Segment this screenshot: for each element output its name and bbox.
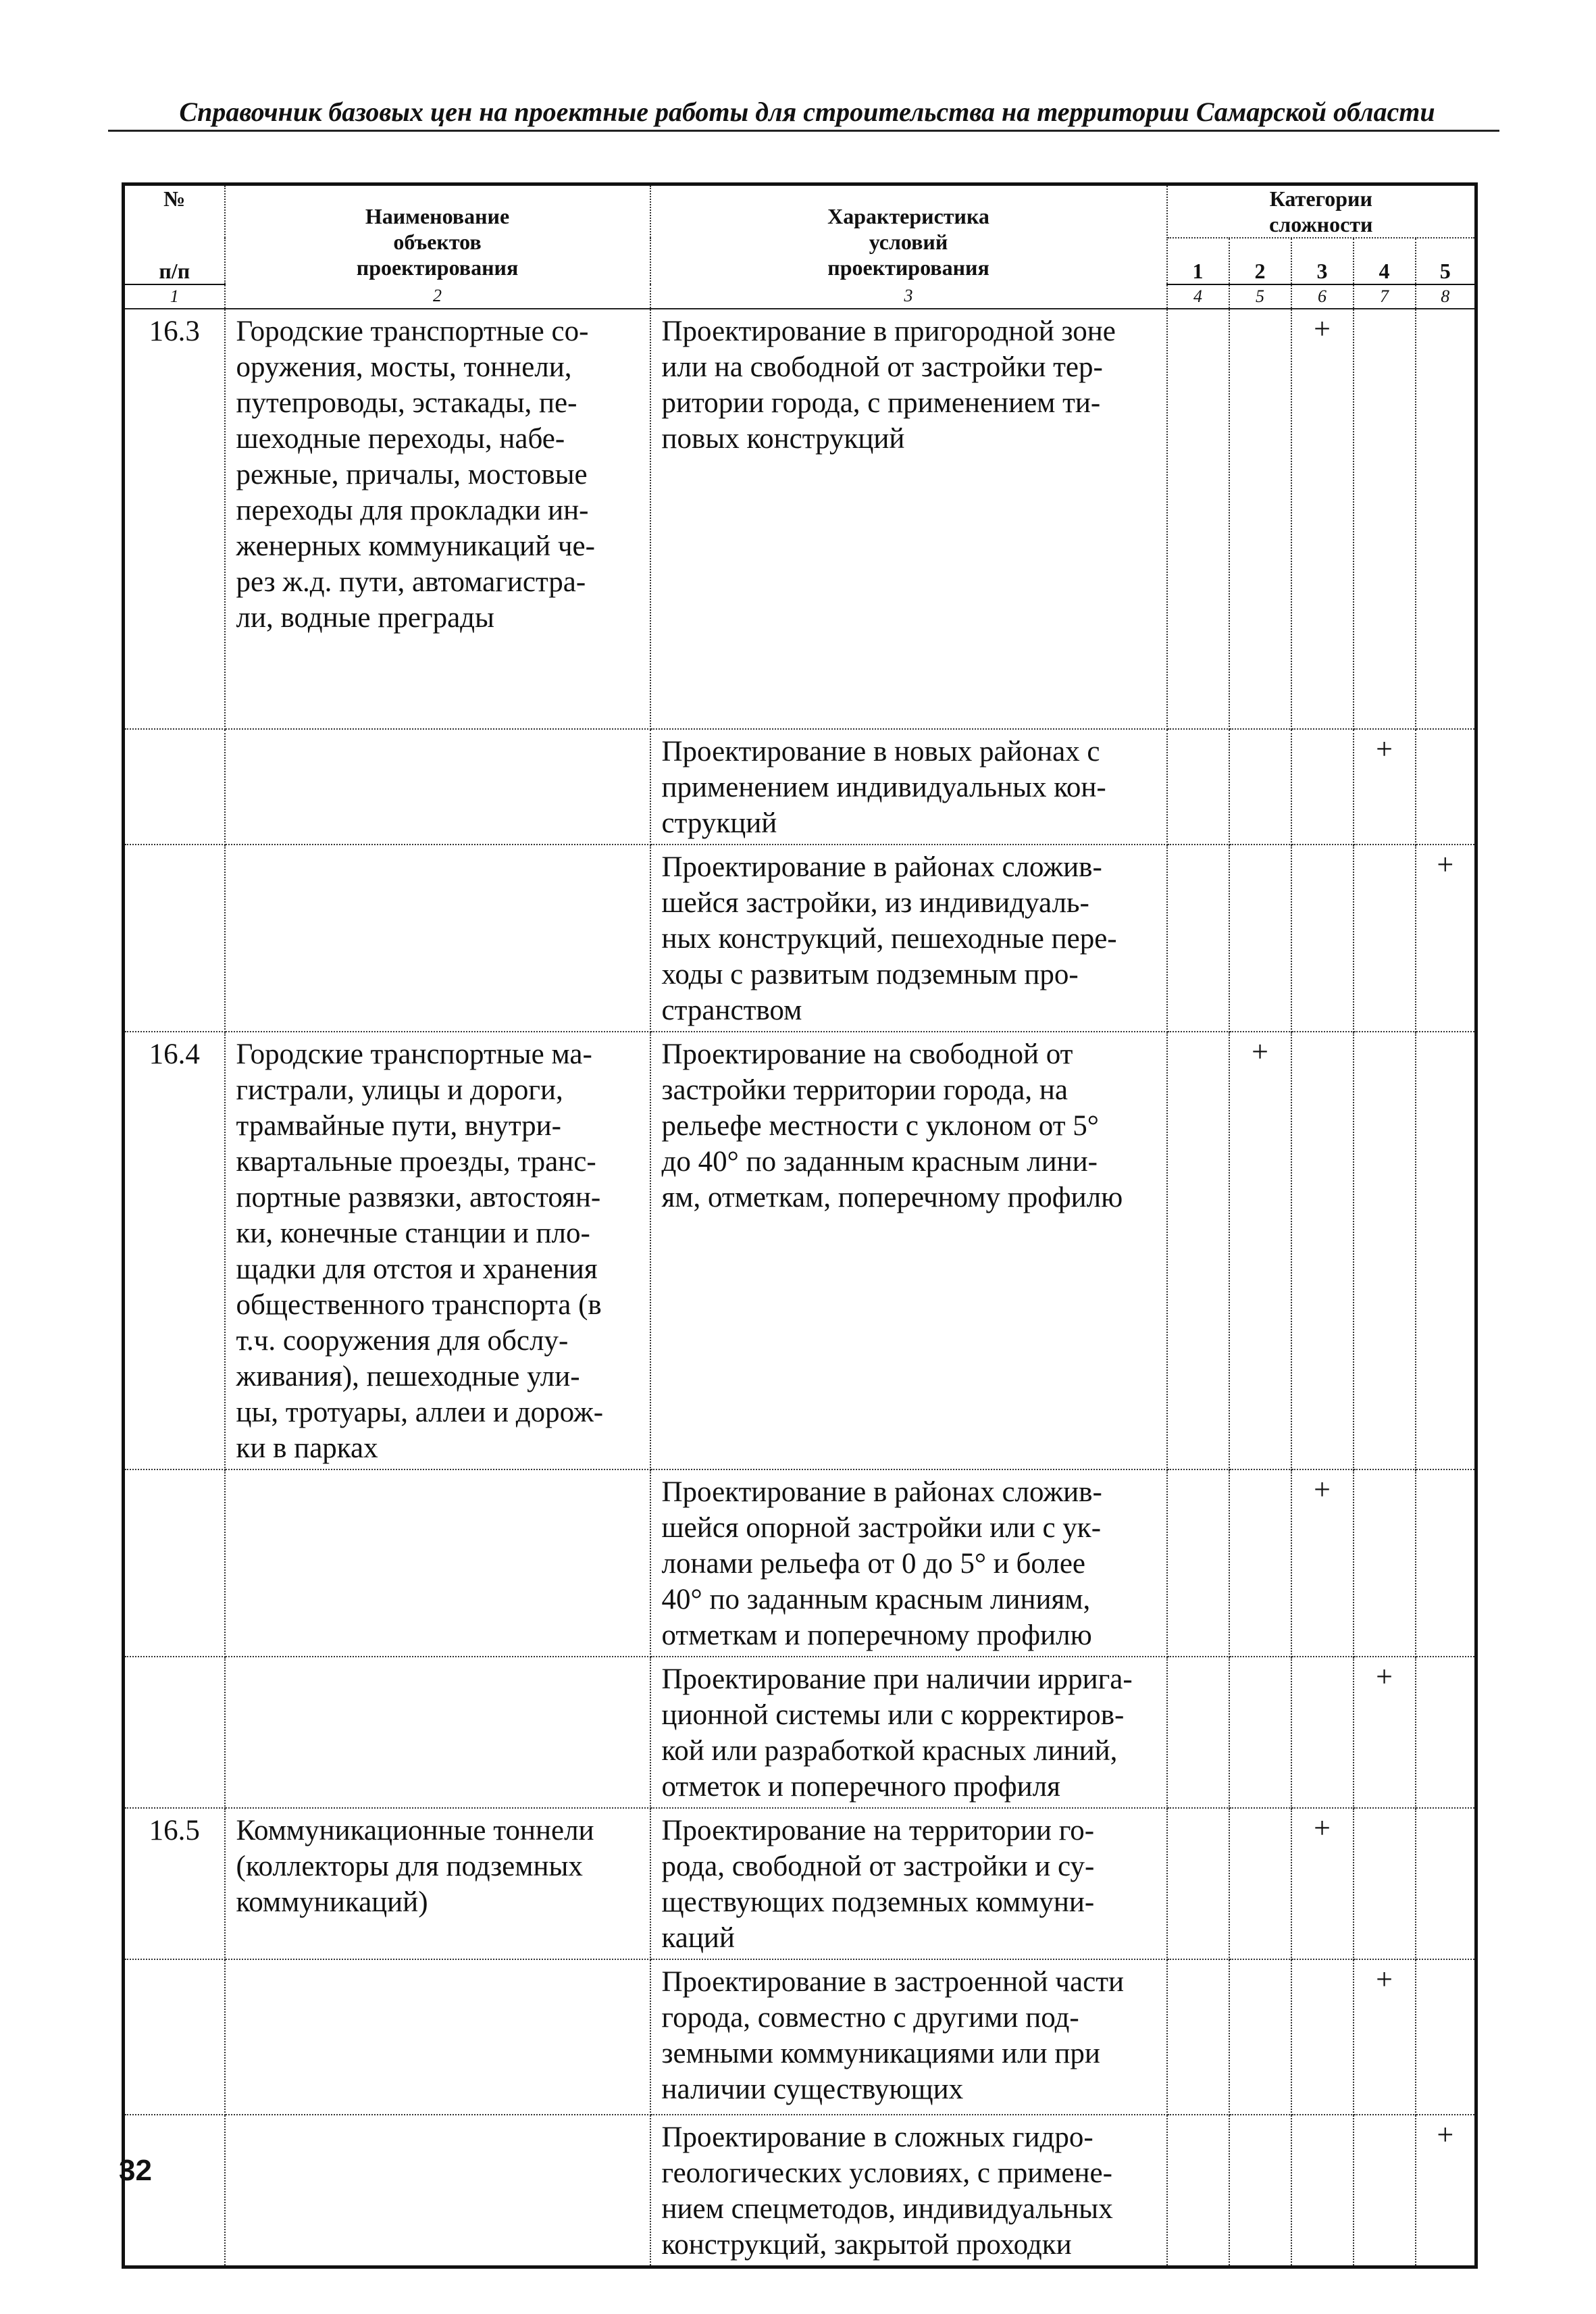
object-name bbox=[225, 1657, 650, 1808]
header-name: Наименование объектов проектирования bbox=[225, 184, 650, 285]
category-mark bbox=[1416, 1032, 1476, 1469]
header-categories: Категории сложности bbox=[1167, 184, 1476, 238]
page-number: 32 bbox=[119, 2154, 152, 2187]
category-mark bbox=[1354, 2115, 1416, 2267]
category-mark bbox=[1229, 1657, 1291, 1808]
row-number bbox=[124, 1469, 225, 1657]
header-num: № bbox=[124, 184, 225, 238]
category-mark bbox=[1229, 1959, 1291, 2115]
design-conditions: Проектирование на свободной от застройки территории города, на рельефе местности с уклоном от 5° до 40° по заданным красным лини- ям, отметкам, поперечному профилю bbox=[650, 1032, 1167, 1469]
design-conditions: Проектирование при наличии иррига- ционной системы или с корректиров- кой или разработкой красных линий, отметок и поперечного профиля bbox=[650, 1657, 1167, 1808]
category-mark bbox=[1167, 729, 1229, 845]
category-mark bbox=[1167, 309, 1229, 729]
table-row bbox=[124, 729, 1476, 845]
category-mark bbox=[1416, 1657, 1476, 1808]
table-row bbox=[124, 1959, 1476, 2115]
object-name bbox=[225, 729, 650, 845]
header-cat-4: 4 bbox=[1354, 238, 1416, 284]
header-cat-5: 5 bbox=[1416, 238, 1476, 284]
category-mark bbox=[1167, 1959, 1229, 2115]
category-mark bbox=[1229, 309, 1291, 729]
category-mark bbox=[1229, 729, 1291, 845]
row-number bbox=[124, 1657, 225, 1808]
row-number: 16.3 bbox=[124, 309, 225, 729]
category-mark bbox=[1291, 1657, 1354, 1808]
row-number bbox=[124, 2115, 225, 2267]
price-table bbox=[122, 182, 1478, 2269]
category-mark: + bbox=[1291, 1808, 1354, 1959]
header-cat-1: 1 bbox=[1167, 238, 1229, 284]
category-mark bbox=[1291, 845, 1354, 1032]
header-num-sub: п/п bbox=[124, 238, 225, 284]
row-number bbox=[124, 729, 225, 845]
header-rule bbox=[108, 130, 1499, 132]
category-mark bbox=[1167, 1032, 1229, 1469]
category-mark: + bbox=[1291, 1469, 1354, 1657]
category-mark bbox=[1291, 729, 1354, 845]
object-name: Городские транспортные ма- гистрали, улицы и дороги, трамвайные пути, внутри- квартальные проезды, транс- портные развязки, автостоян- ки, конечные станции и пло- щадки для отстоя и хранения общественного транспорта (в т.ч. сооружения для обслу- живания), пешеходные ули- цы, тротуары, аллеи и дорож- ки в парках bbox=[225, 1032, 650, 1469]
category-mark bbox=[1354, 1032, 1416, 1469]
design-conditions: Проектирование в районах сложив- шейся застройки, из индивидуаль- ных конструкций, пешеходные пере- ходы с развитым подземным про- странством bbox=[650, 845, 1167, 1032]
category-mark bbox=[1167, 1808, 1229, 1959]
column-number: 8 bbox=[1416, 284, 1476, 309]
category-mark: + bbox=[1354, 1657, 1416, 1808]
table-row bbox=[124, 1032, 1476, 1469]
category-mark bbox=[1416, 1808, 1476, 1959]
table-row bbox=[124, 1808, 1476, 1959]
category-mark: + bbox=[1416, 2115, 1476, 2267]
row-number: 16.5 bbox=[124, 1808, 225, 1959]
category-mark bbox=[1416, 1959, 1476, 2115]
header-cat-3: 3 bbox=[1291, 238, 1354, 284]
category-mark bbox=[1229, 1469, 1291, 1657]
category-mark bbox=[1354, 845, 1416, 1032]
category-mark bbox=[1229, 1808, 1291, 1959]
column-number: 4 bbox=[1167, 284, 1229, 309]
object-name bbox=[225, 845, 650, 1032]
column-number: 1 bbox=[124, 284, 225, 309]
design-conditions: Проектирование в застроенной части города, совместно с другими под- земными коммуникациями или при наличии существующих bbox=[650, 1959, 1167, 2115]
header-cat-2: 2 bbox=[1229, 238, 1291, 284]
table-row bbox=[124, 845, 1476, 1032]
category-mark bbox=[1167, 2115, 1229, 2267]
table-row bbox=[124, 309, 1476, 729]
column-number: 5 bbox=[1229, 284, 1291, 309]
category-mark bbox=[1416, 729, 1476, 845]
category-mark bbox=[1354, 309, 1416, 729]
category-mark bbox=[1229, 845, 1291, 1032]
table-row bbox=[124, 2115, 1476, 2267]
page-header-title: Справочник базовых цен на проектные работы для строительства на территории Самарской области bbox=[179, 97, 1435, 127]
category-mark: + bbox=[1291, 309, 1354, 729]
column-number: 3 bbox=[650, 284, 1167, 309]
table-row bbox=[124, 1469, 1476, 1657]
category-mark bbox=[1167, 1469, 1229, 1657]
category-mark: + bbox=[1354, 1959, 1416, 2115]
design-conditions: Проектирование на территории го- рода, свободной от застройки и су- ществующих подземных коммуни- каций bbox=[650, 1808, 1167, 1959]
category-mark bbox=[1167, 845, 1229, 1032]
category-mark bbox=[1416, 309, 1476, 729]
design-conditions: Проектирование в районах сложив- шейся опорной застройки или с ук- лонами рельефа от 0 до 5° и более 40° по заданным красным линиям, отметкам и поперечному профилю bbox=[650, 1469, 1167, 1657]
category-mark bbox=[1291, 2115, 1354, 2267]
column-number: 7 bbox=[1354, 284, 1416, 309]
object-name: Коммуникационные тоннели (коллекторы для подземных коммуникаций) bbox=[225, 1808, 650, 1959]
category-mark: + bbox=[1416, 845, 1476, 1032]
header-conditions: Характеристика условий проектирования bbox=[650, 184, 1167, 285]
category-mark: + bbox=[1354, 729, 1416, 845]
category-mark bbox=[1291, 1959, 1354, 2115]
row-number bbox=[124, 1959, 225, 2115]
object-name bbox=[225, 1959, 650, 2115]
row-number bbox=[124, 845, 225, 1032]
design-conditions: Проектирование в сложных гидро- геологических условиях, с примене- нием спецметодов, индивидуальных конструкций, закрытой проходки bbox=[650, 2115, 1167, 2267]
category-mark: + bbox=[1229, 1032, 1291, 1469]
column-numbers-row bbox=[124, 284, 1476, 309]
category-mark bbox=[1291, 1032, 1354, 1469]
object-name: Городские транспортные со- оружения, мосты, тоннели, путепроводы, эстакады, пе- шеходные переходы, набе- режные, причалы, мостовые переходы для прокладки ин- женерных коммуникаций че- рез ж.д. пути, автомагистра- ли, водные преграды bbox=[225, 309, 650, 729]
table-row bbox=[124, 1657, 1476, 1808]
object-name bbox=[225, 1469, 650, 1657]
design-conditions: Проектирование в новых районах с применением индивидуальных кон- струкций bbox=[650, 729, 1167, 845]
category-mark bbox=[1416, 1469, 1476, 1657]
object-name bbox=[225, 2115, 650, 2267]
row-number: 16.4 bbox=[124, 1032, 225, 1469]
category-mark bbox=[1354, 1808, 1416, 1959]
category-mark bbox=[1229, 2115, 1291, 2267]
category-mark bbox=[1167, 1657, 1229, 1808]
column-number: 6 bbox=[1291, 284, 1354, 309]
column-number: 2 bbox=[225, 284, 650, 309]
design-conditions: Проектирование в пригородной зоне или на свободной от застройки тер- ритории города, с применением ти- повых конструкций bbox=[650, 309, 1167, 729]
category-mark bbox=[1354, 1469, 1416, 1657]
